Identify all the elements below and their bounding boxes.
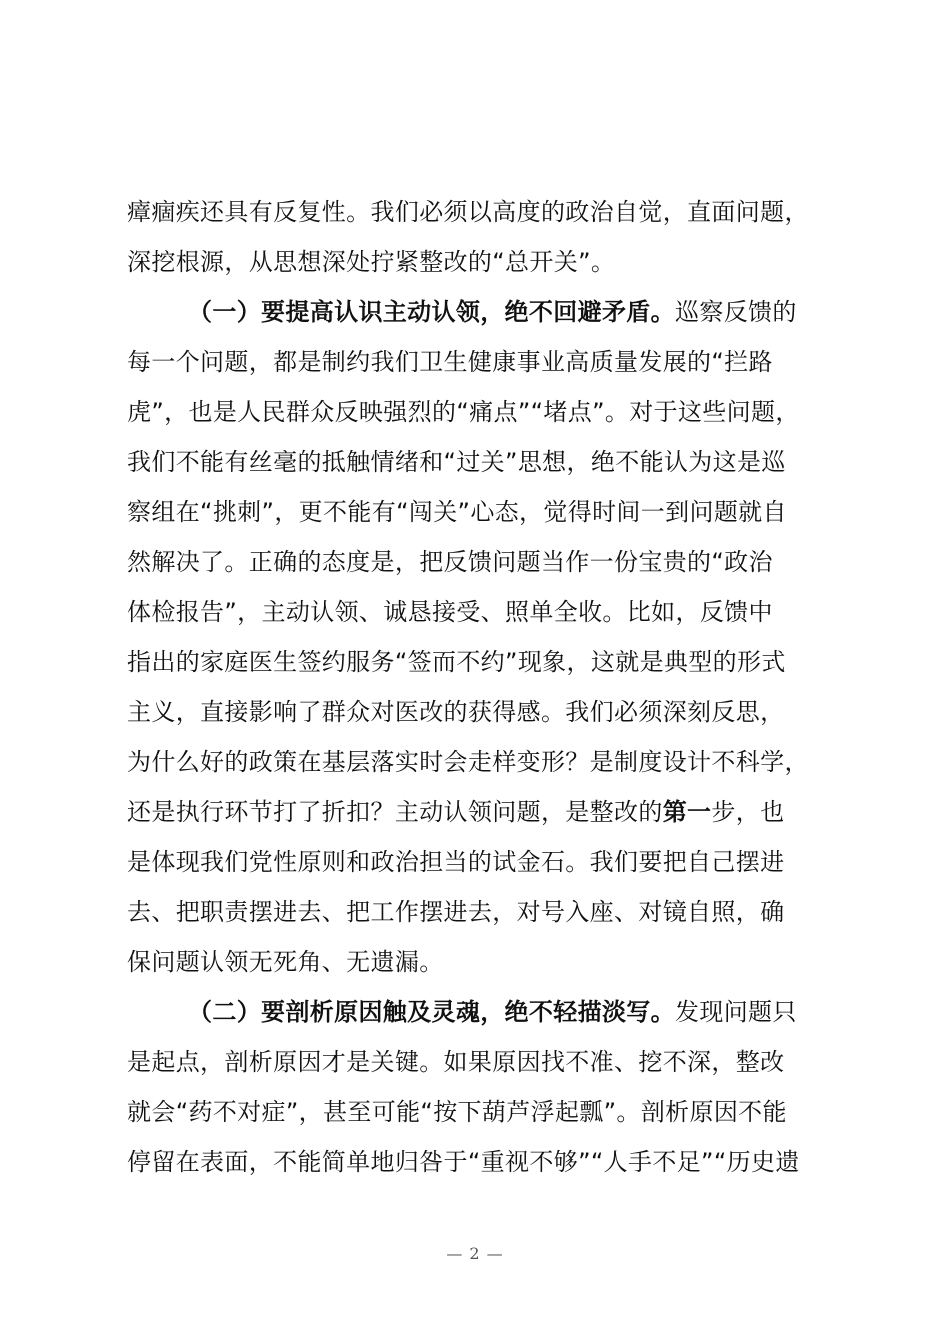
text-line (127, 787, 827, 837)
text-line: 就会“药不对症”，甚至可能“按下葫芦浮起瓢”。剖析原因不能 (127, 1098, 787, 1126)
section-heading: （二）要剖析原因触及灵魂，绝不轻描淡写。 (188, 998, 675, 1026)
page-number: — 2 — (446, 1244, 504, 1263)
text-span: 还是执行环节打了折扣？主动认领问题，是整改的 (127, 798, 663, 826)
text-line: 我们不能有丝毫的抵触情绪和“过关”思想，绝不能认为这是巡 (127, 448, 786, 476)
text-line: 为什么好的政策在基层落实时会走样变形？是制度设计不科学， (127, 748, 809, 776)
section-heading-line (188, 287, 828, 337)
text-line: 然解决了。正确的态度是，把反馈问题当作一份宝贵的“政治 (127, 548, 773, 576)
text-line: 体检报告”，主动认领、诚恳接受、照单全收。比如，反馈中 (127, 598, 773, 626)
section-heading-line (188, 987, 828, 1037)
text-line: 每一个问题，都是制约我们卫生健康事业高质量发展的“拦路 (127, 348, 773, 376)
text-line: 瘴痼疾还具有反复性。我们必须以高度的政治自觉，直面问题， (127, 198, 809, 226)
text-line: 深挖根源，从思想深处拧紧整改的“总开关”。 (127, 248, 616, 276)
text-span: 发现问题只 (675, 998, 797, 1026)
text-span: 巡察反馈的 (675, 298, 797, 326)
text-line: 保问题认领无死角、无遗漏。 (127, 948, 444, 976)
text-line: 是体现我们党性原则和政治担当的试金石。我们要把自己摆进 (127, 848, 785, 876)
text-span: 步，也 (711, 798, 785, 826)
section-heading: （一）要提高认识主动认领，绝不回避矛盾。 (188, 298, 675, 326)
text-line: 去、把职责摆进去、把工作摆进去，对号入座、对镜自照，确 (127, 898, 785, 926)
text-line: 主义，直接影响了群众对医改的获得感。我们必须深刻反思， (127, 698, 785, 726)
text-line: 察组在“挑刺”，更不能有“闯关”心态，觉得时间一到问题就自 (127, 498, 787, 526)
bold-text: 第一 (662, 798, 712, 826)
text-line: 停留在表面，不能简单地归咎于“重视不够”“人手不足”“历史遗 (127, 1148, 800, 1176)
text-line: 指出的家庭医生签约服务“签而不约”现象，这就是典型的形式 (127, 648, 786, 676)
text-line: 虎”，也是人民群众反映强烈的“痛点”“堵点”。对于这些问题， (127, 398, 800, 426)
text-line: 是起点，剖析原因才是关键。如果原因找不准、挖不深，整改 (127, 1048, 785, 1076)
